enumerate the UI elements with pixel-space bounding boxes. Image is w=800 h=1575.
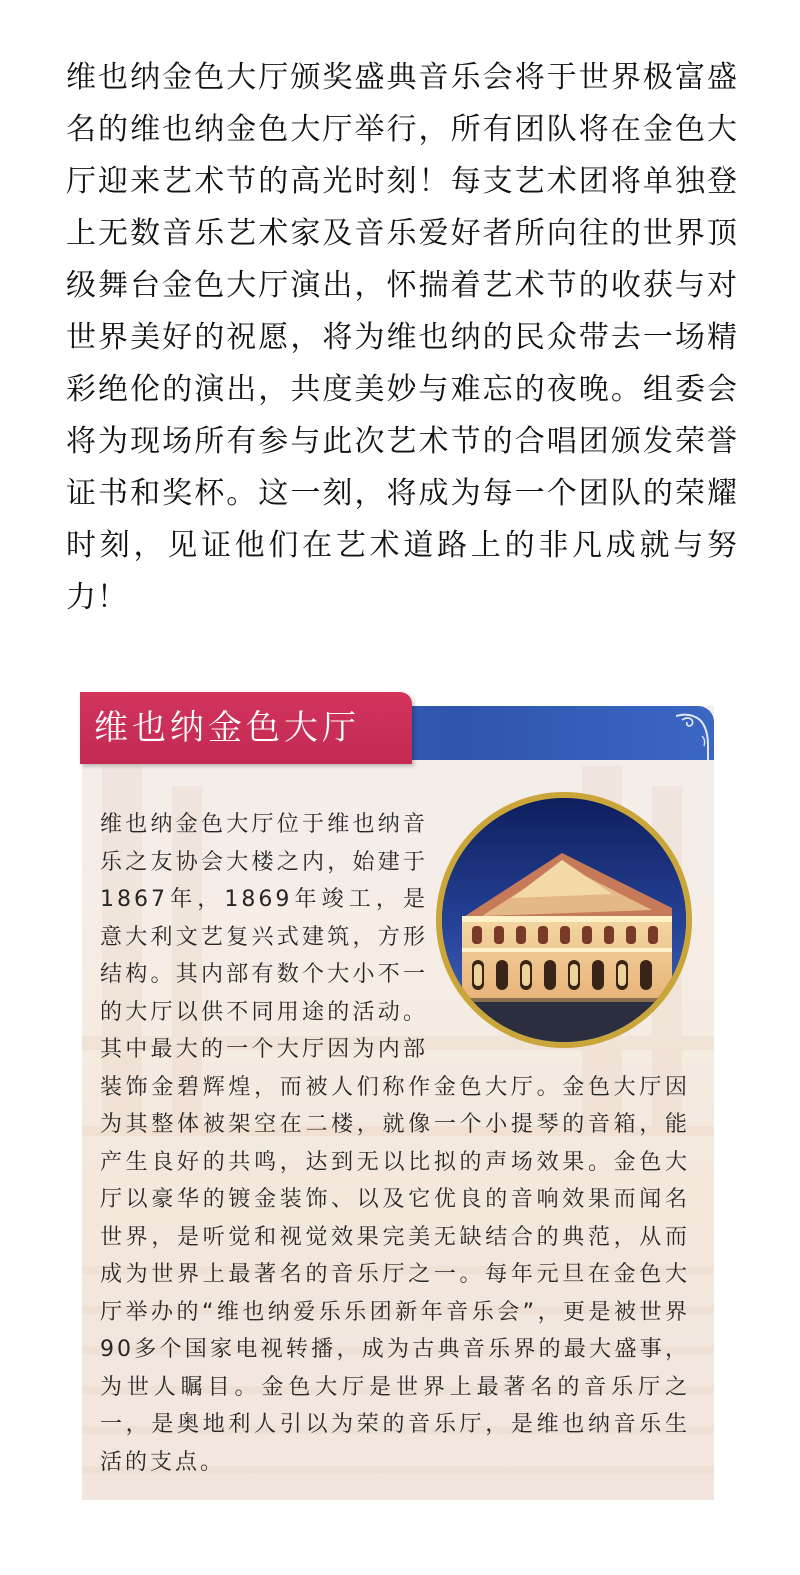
scroll-ornament-icon	[670, 706, 714, 760]
card-body-content: 维也纳金色大厅位于维也纳音乐之友协会大楼之内，始建于1867年，1869年竣工，是意大利文艺复兴式建筑，方形结构。其内部有数个大小不一的大厅以供不同用途的活动。其中最大的一个大厅因为内部装饰金碧辉煌，而被人们称作金色大厅。金色大厅因为其整体被架空在二楼，就像一个小提琴的音箱，能产生良好的共鸣，达到无以比拟的声场效果。金色大厅以豪华的镀金装饰、以及它优良的音响效果而闻名世界，是听觉和视觉效果完美无缺结合的典范，从而成为世界上最著名的音乐厅之一。每年元旦在金色大厅举办的“维也纳爱乐乐团新年音乐会”，更是被世界90多个国家电视转播，成为古典音乐界的最大盛事，为世人瞩目。金色大厅是世界上最著名的音乐厅之一，是奥地利人引以为荣的音乐厅，是维也纳音乐生活的支点。	[100, 812, 690, 1475]
photo-text-wrap-spacer	[428, 806, 690, 1042]
intro-paragraph: 维也纳金色大厅颁奖盛典音乐会将于世界极富盛名的维也纳金色大厅举行，所有团队将在金色大厅迎来艺术节的高光时刻！每支艺术团将单独登上无数音乐艺术家及音乐爱好者所向往的世界顶级舞台金色大厅演出，怀揣着艺术节的收获与对世界美好的祝愿，将为维也纳的民众带去一场精彩绝伦的演出，共度美妙与难忘的夜晚。组委会将为现场所有参与此次艺术节的合唱团颁发荣誉证书和奖杯。这一刻，将成为每一个团队的荣耀时刻，见证他们在艺术道路上的非凡成就与努力！	[66, 60, 738, 615]
card-title: 维也纳金色大厅	[94, 708, 360, 748]
card-body-text	[100, 806, 690, 1481]
